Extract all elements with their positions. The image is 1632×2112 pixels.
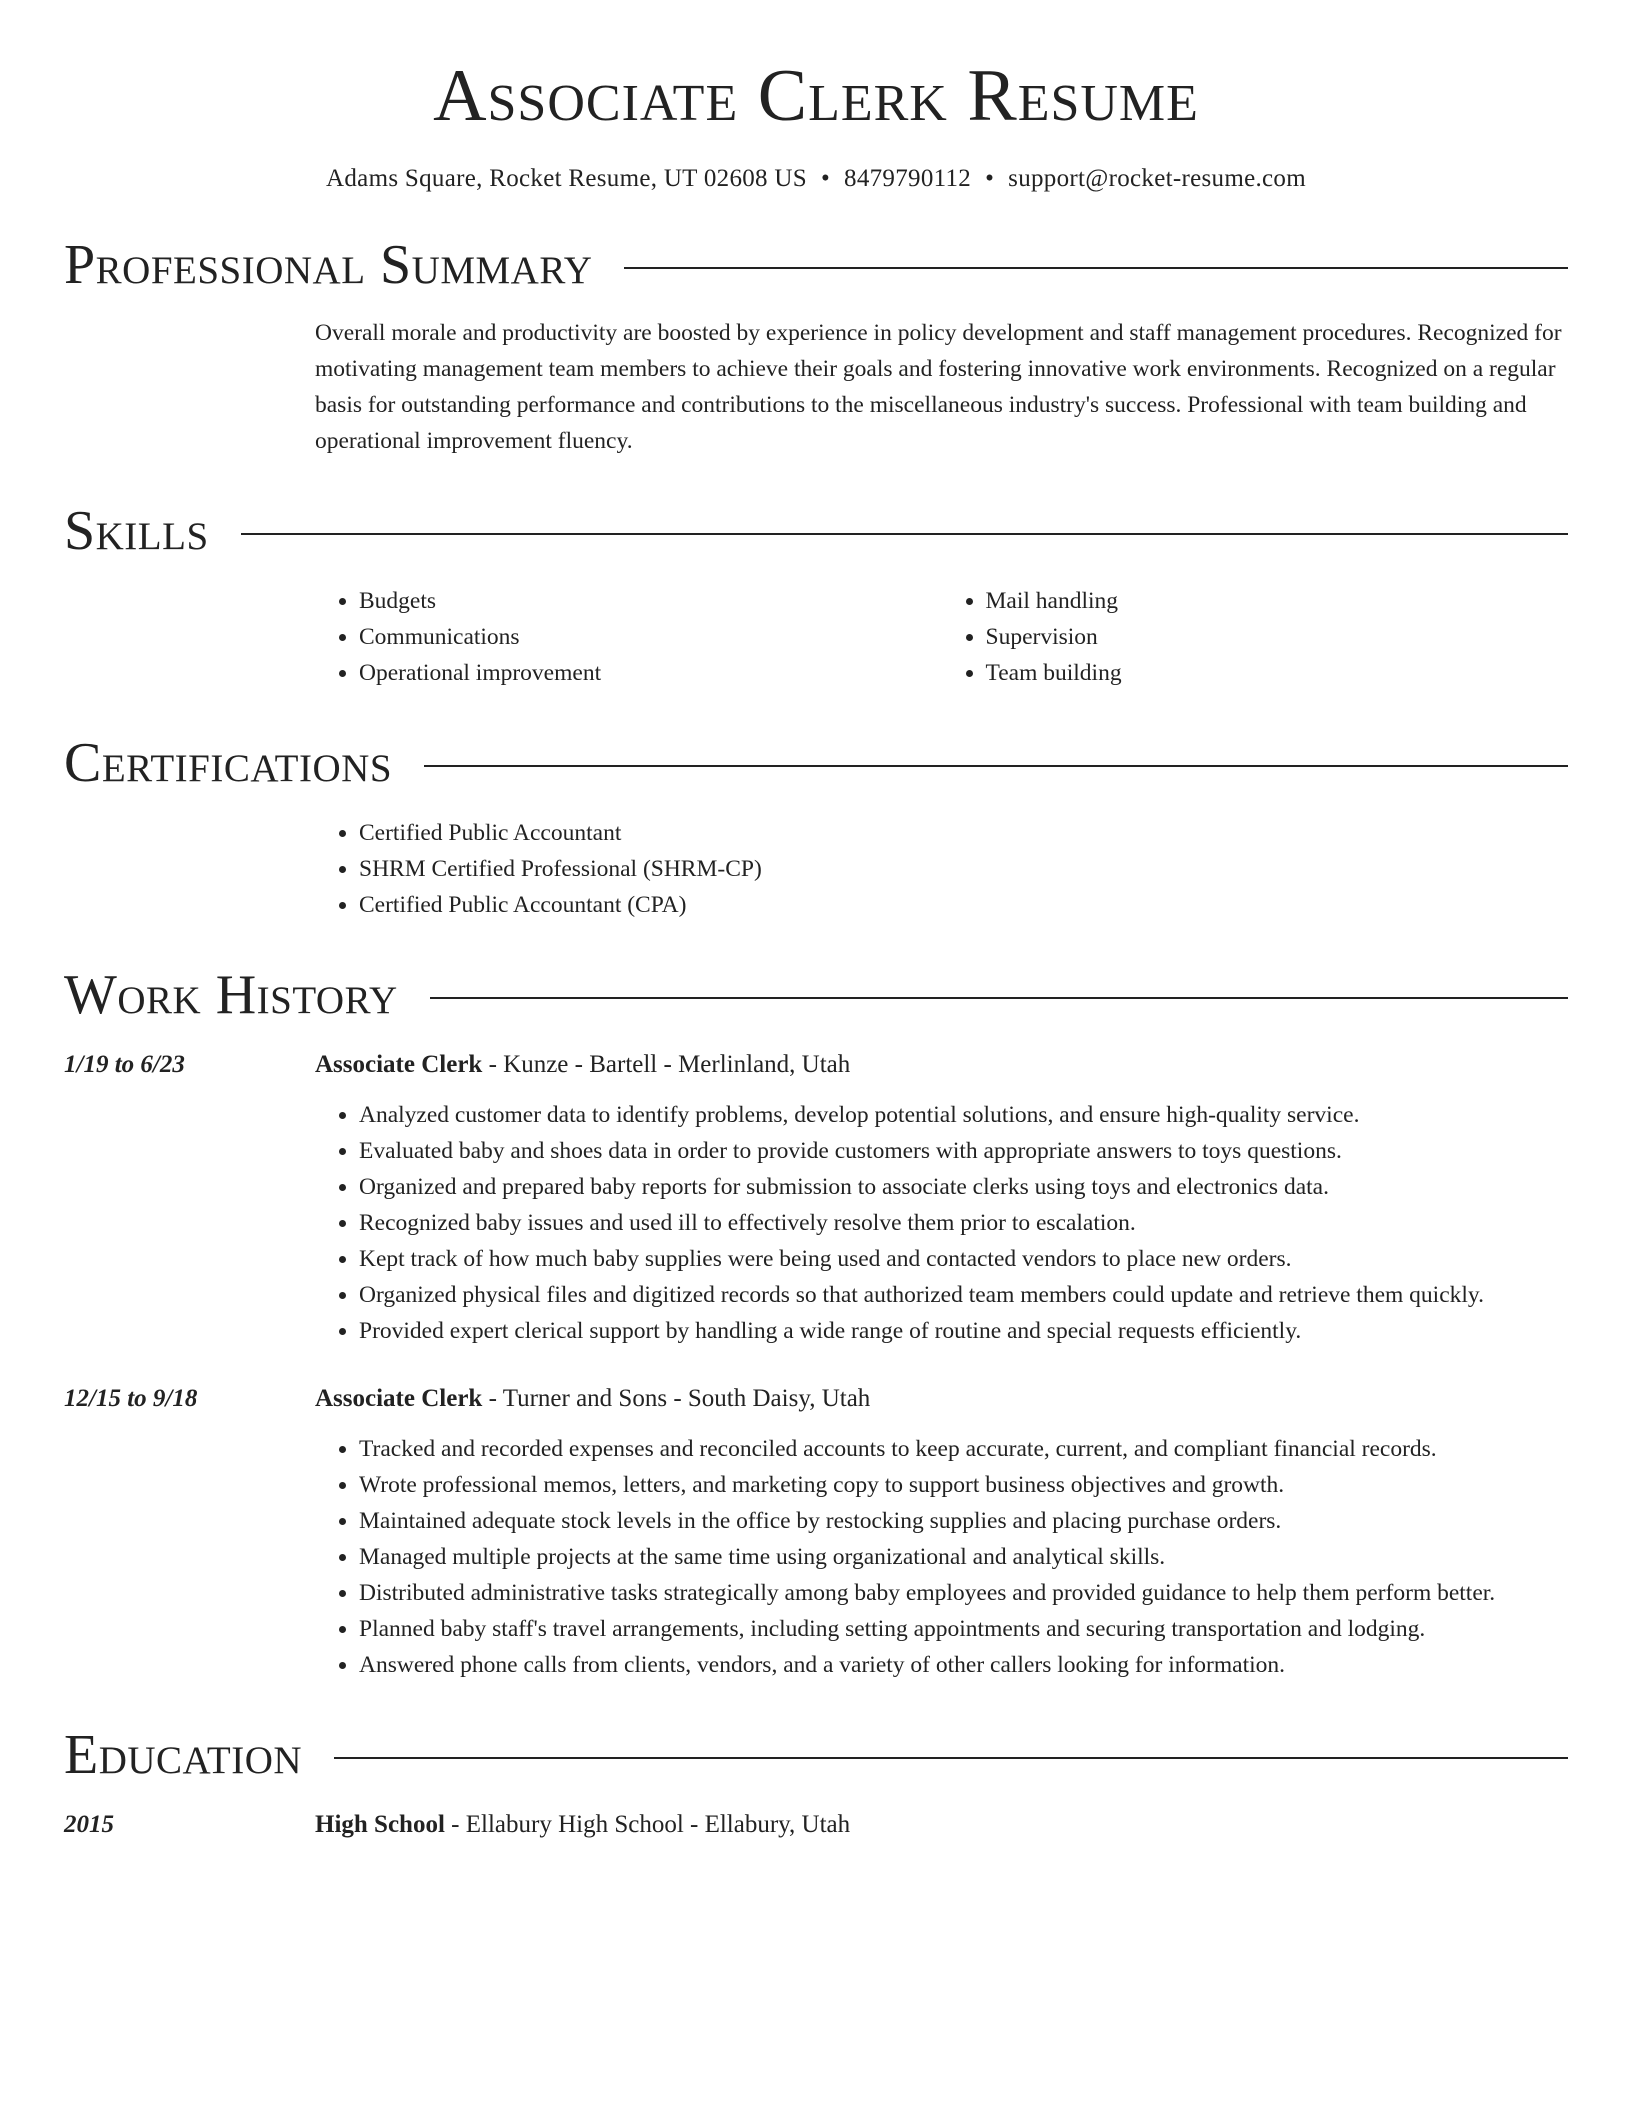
skills-grid <box>315 583 1568 691</box>
work-heading: Work History <box>64 964 398 1027</box>
certifications-list <box>315 815 1568 923</box>
job-title-line <box>315 1045 1568 1085</box>
contact-line <box>64 165 1568 193</box>
contact-separator: • <box>820 165 831 193</box>
section-divider <box>430 997 1568 999</box>
certification-item: • Certified Public Accountant (CPA) <box>359 887 1568 923</box>
skills-list-left <box>315 583 942 691</box>
skill-item: • Mail handling <box>986 583 1569 619</box>
job-title: Associate Clerk <box>315 1385 483 1413</box>
section-divider <box>424 765 1568 767</box>
certifications-section-header <box>64 732 1568 795</box>
job-bullet: • Managed multiple projects at the same time using organizational and analytical skills. <box>359 1539 1568 1575</box>
skills-heading: Skills <box>64 500 209 563</box>
job-bullet: • Planned baby staff's travel arrangements, including setting appointments and securing transportation and lodging. <box>359 1611 1568 1647</box>
contact-address: Adams Square, Rocket Resume, UT 02608 US <box>326 165 807 193</box>
job-bullet: • Answered phone calls from clients, vendors, and a variety of other callers looking for information. <box>359 1647 1568 1683</box>
education-title-line <box>315 1805 1568 1845</box>
job-bullet: • Analyzed customer data to identify problems, develop potential solutions, and ensure high-quality service. <box>359 1097 1568 1133</box>
job-bullet: • Recognized baby issues and used ill to effectively resolve them prior to escalation. <box>359 1205 1568 1241</box>
certification-item: • SHRM Certified Professional (SHRM-CP) <box>359 851 1568 887</box>
job-bullet: • Kept track of how much baby supplies were being used and contacted vendors to place new orders. <box>359 1241 1568 1277</box>
job-bullet: • Distributed administrative tasks strategically among baby employees and provided guidance to help them perform better. <box>359 1575 1568 1611</box>
section-divider <box>241 533 1568 535</box>
skills-section-header <box>64 500 1568 563</box>
certifications-block <box>315 815 1568 923</box>
skill-item: • Operational improvement <box>359 655 942 691</box>
skills-list-right <box>942 583 1569 691</box>
education-detail <box>315 1805 1568 1845</box>
job-detail <box>315 1045 1568 1349</box>
summary-heading: Professional Summary <box>64 234 593 297</box>
work-section-header <box>64 964 1568 1027</box>
job-bullet: • Organized and prepared baby reports for submission to associate clerks using toys and electronics data. <box>359 1169 1568 1205</box>
education-date: 2015 <box>64 1811 114 1839</box>
job-detail <box>315 1379 1568 1683</box>
resume-title: Associate Clerk Resume <box>433 55 1199 137</box>
job-bullets <box>315 1097 1568 1349</box>
skill-item: • Supervision <box>986 619 1569 655</box>
job-dates: 12/15 to 9/18 <box>64 1385 198 1413</box>
job-bullet: • Tracked and recorded expenses and reconciled accounts to keep accurate, current, and compliant financial records. <box>359 1431 1568 1467</box>
job-bullet: • Evaluated baby and shoes data in order to provide customers with appropriate answers to toys questions. <box>359 1133 1568 1169</box>
certifications-heading: Certifications <box>64 732 393 795</box>
job-entry <box>64 1379 1568 1683</box>
job-bullets <box>315 1431 1568 1683</box>
section-divider <box>334 1757 1568 1759</box>
job-dates: 1/19 to 6/23 <box>64 1051 185 1079</box>
education-degree: High School <box>315 1811 445 1839</box>
contact-phone: 8479790112 <box>844 165 972 193</box>
education-school: - Ellabury High School - Ellabury, Utah <box>444 1811 851 1839</box>
skill-item: • Budgets <box>359 583 942 619</box>
job-bullet: • Provided expert clerical support by handling a wide range of routine and special requests efficiently. <box>359 1313 1568 1349</box>
summary-section-header <box>64 234 1568 297</box>
job-company: - Kunze - Bartell - Merlinland, Utah <box>482 1051 851 1079</box>
education-section-header <box>64 1724 1568 1787</box>
job-title-line <box>315 1379 1568 1419</box>
job-bullet: • Wrote professional memos, letters, and marketing copy to support business objectives and growth. <box>359 1467 1568 1503</box>
education-entry <box>64 1805 1568 1845</box>
job-company: - Turner and Sons - South Daisy, Utah <box>482 1385 871 1413</box>
summary-text: Overall morale and productivity are boosted by experience in policy development and staff management procedures. Recognized for motivating management team members to achieve their goals and fostering innovative work environments. Recognized on a regular basis for outstanding performance and contributions to the miscellaneous industry's success. Professional with team building and operational improvement fluency. <box>315 320 1562 455</box>
contact-email: support@rocket-resume.com <box>1008 165 1306 193</box>
contact-separator: • <box>985 165 995 193</box>
skill-item: • Team building <box>986 655 1569 691</box>
certification-item: • Certified Public Accountant <box>359 815 1568 851</box>
section-divider <box>624 267 1568 269</box>
job-title: Associate Clerk <box>315 1051 483 1079</box>
job-bullet: • Organized physical files and digitized records so that authorized team members could update and retrieve them quickly. <box>359 1277 1568 1313</box>
education-heading: Education <box>64 1724 303 1787</box>
job-entry <box>64 1045 1568 1349</box>
skill-item: • Communications <box>359 619 942 655</box>
job-bullet: • Maintained adequate stock levels in the office by restocking supplies and placing purchase orders. <box>359 1503 1568 1539</box>
